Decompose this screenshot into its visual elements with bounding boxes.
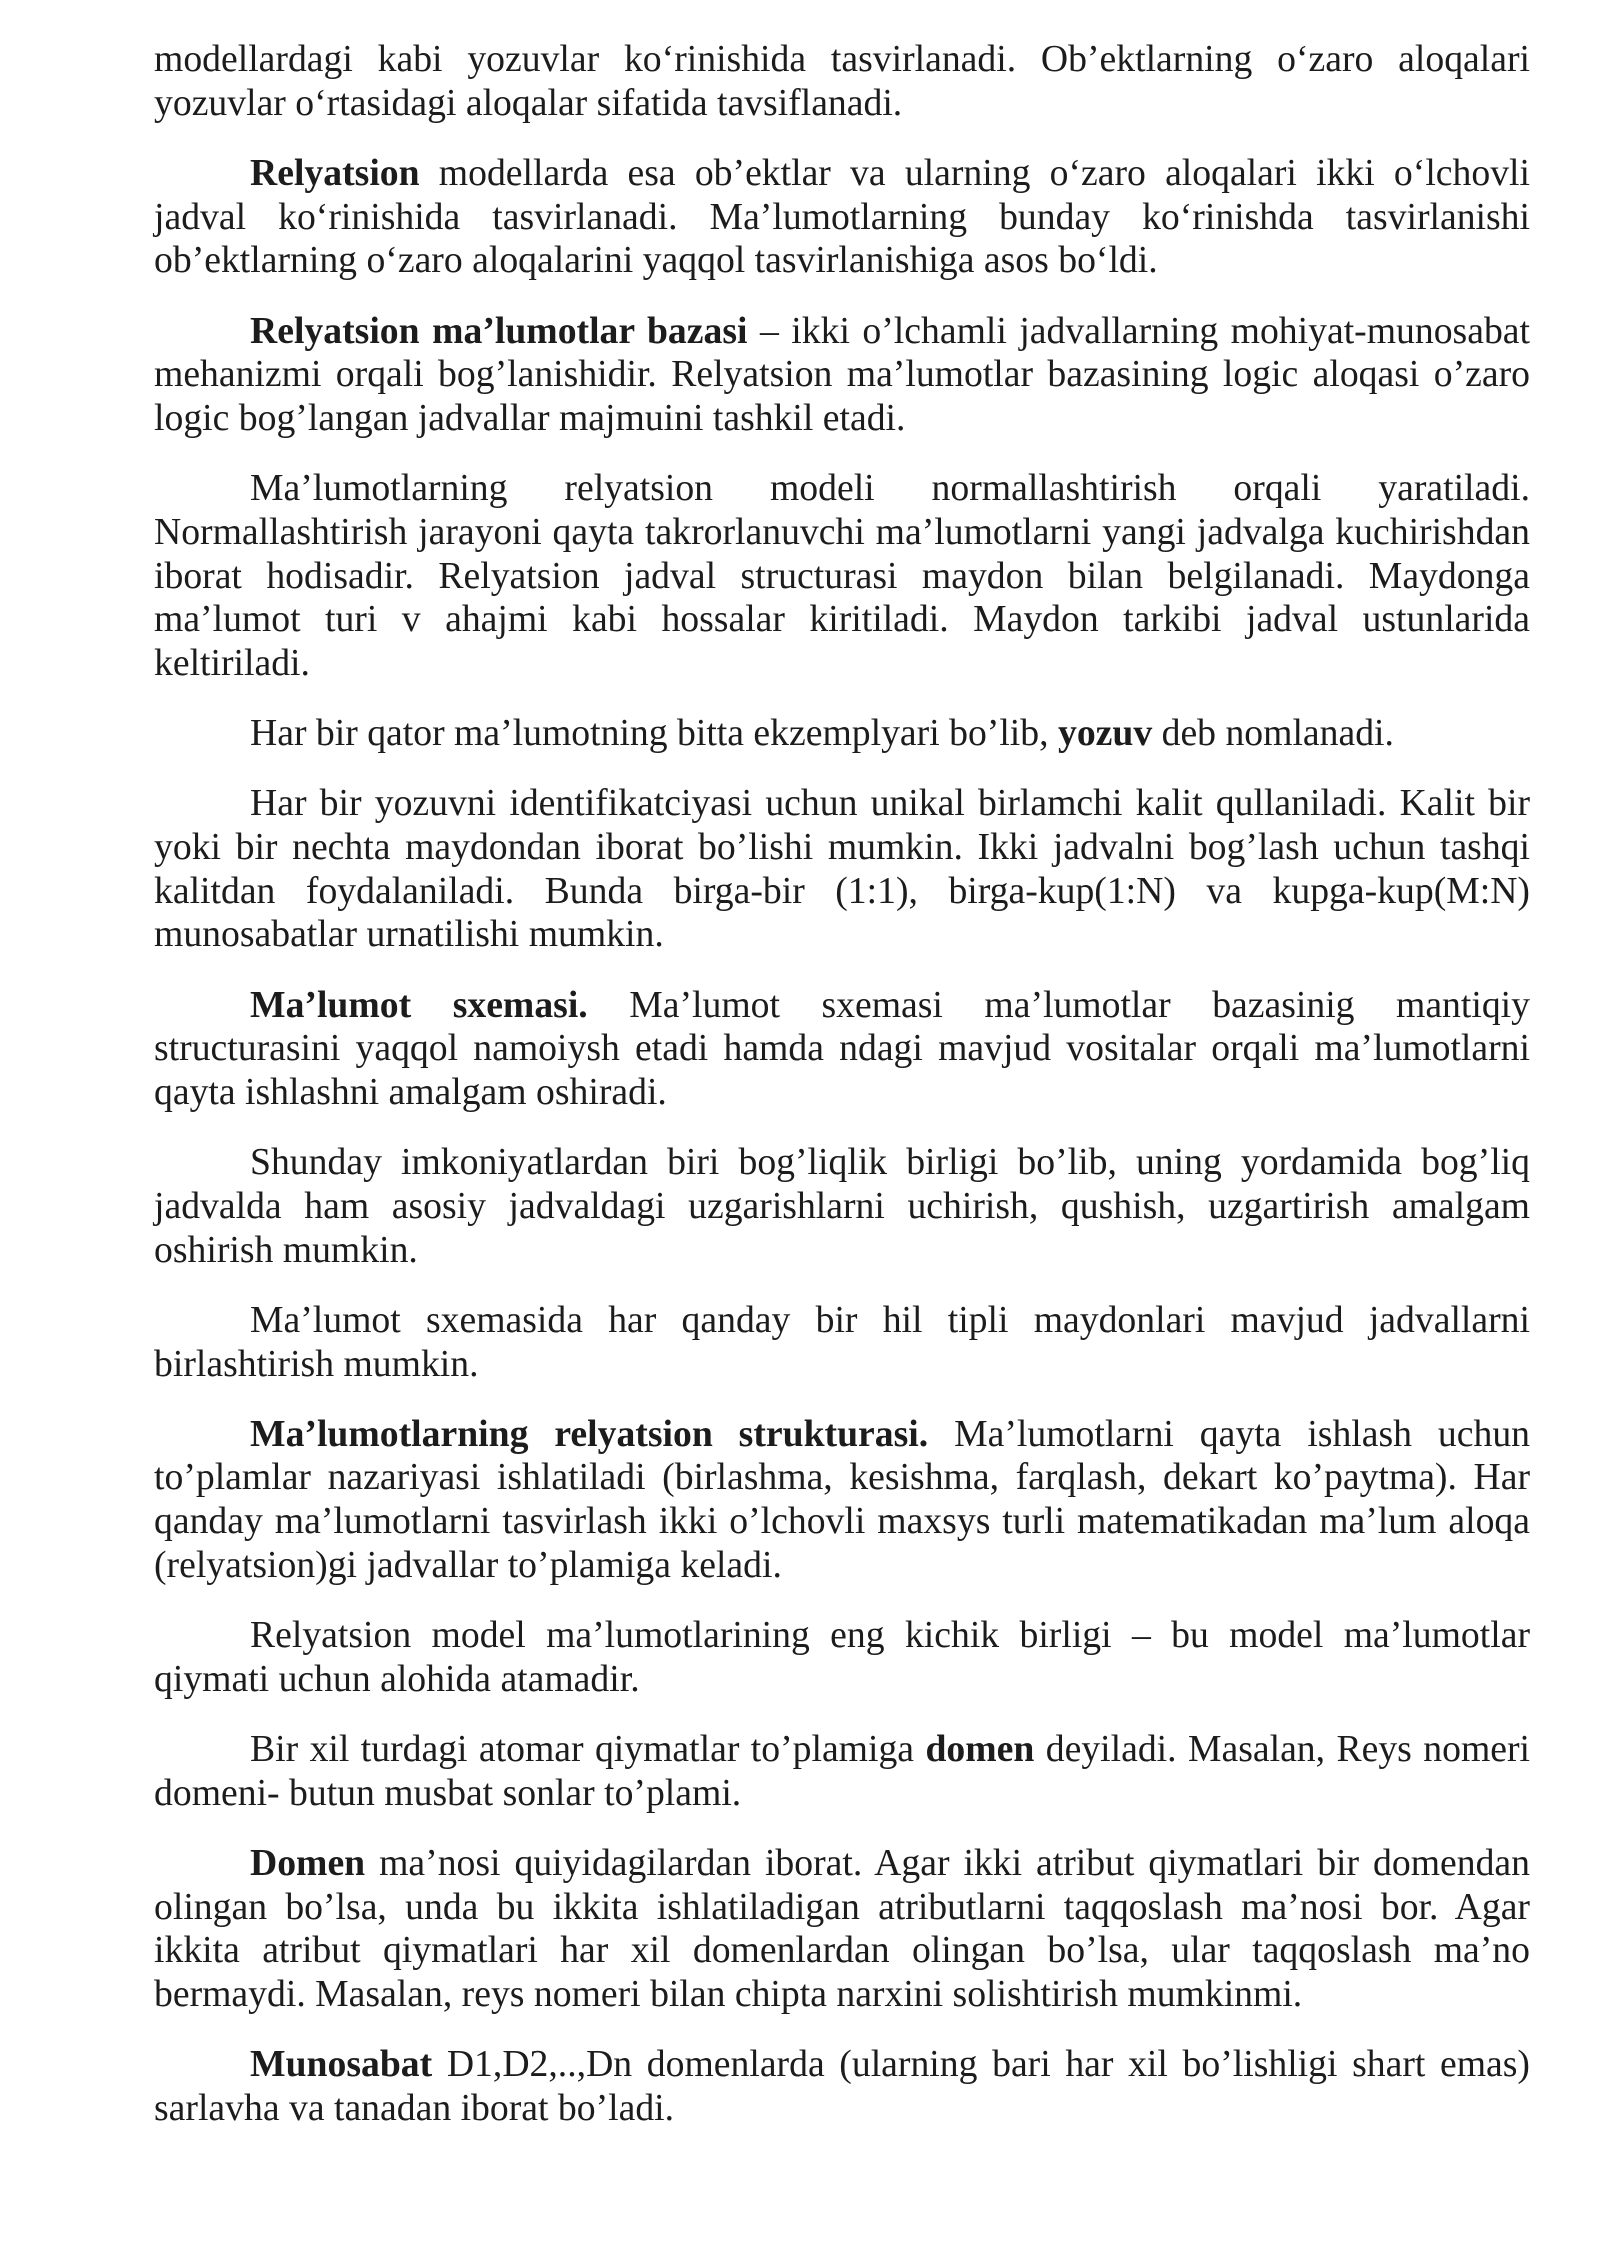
paragraph-text: – ikki o’lchamli jadvallarning mohiyat-munosabat mehanizmi orqali bog’lanishidir. Relyatsion ma’lumotlar bazasining logic aloqasi o’zaro logic bog’langan jadvallar majmuini tashkil etadi.: [154, 309, 1530, 439]
paragraph-text: Relyatsion model ma’lumotlarining eng kichik birligi – bu model ma’lumotlar qiymati uchun alohida atamadir.: [154, 1614, 1530, 1700]
paragraph-text: ma’nosi quiyidagilardan iborat. Agar ikki atribut qiymatlari bir domendan olingan bo’lsa, unda bu ikkita ishlatiladigan atributlarni taqqoslash ma’nosi bor. Agar ikkita atribut qiymatlari har xil domenlardan olingan bo’lsa, ular taqqoslash ma’no bermaydi. Masalan, reys nomeri bilan chipta narxini solishtirish mumkinmi.: [154, 1841, 1530, 2016]
paragraph: [154, 1413, 1530, 1588]
paragraph-text: Har bir yozuvni identifikatciyasi uchun unikal birlamchi kalit qullaniladi. Kalit bir yoki bir nechta maydondan iborat bo’lishi mumkin. Ikki jadvalni bog’lash uchun tashqi kalitdan foydalaniladi. Bunda birga-bir (1:1), birga-kup(1:N) va kupga-kup(M:N) munosabatlar urnatilishi mumkin.: [154, 782, 1530, 956]
bold-term: Relyatsion ma’lumotlar bazasi: [250, 309, 748, 352]
paragraph-text: Ma’lumotlarning relyatsion modeli normallashtirish orqali yaratiladi. Normallashtirish jarayoni qayta takrorlanuvchi ma’lumotlarni yangi jadvalga kuchirishdan iborat hodisadir. Relyatsion jadval structurasi maydon bilan belgilanadi. Maydonga ma’lumot turi v ahajmi kabi hossalar kiritiladi. Maydon tarkibi jadval ustunlarida keltiriladi.: [154, 467, 1530, 684]
paragraph-text: Ma’lumot sxemasida har qanday bir hil tipli maydonlari mavjud jadvallarni birlashtirish mumkin.: [154, 1298, 1530, 1385]
document-page: [154, 38, 1530, 2157]
paragraph-text: Ma’lumotlarni qayta ishlash uchun to’plamlar nazariyasi ishlatiladi (birlashma, kesishma, farqlash, dekart ko’paytma). Har qanday ma’lumotlarni tasvirlash ikki o’lchovli maxsys turli matematikadan ma’lum aloqa (relyatsion)gi jadvallar to’plamiga keladi.: [154, 1412, 1531, 1586]
paragraph: [154, 984, 1530, 1115]
paragraph: [154, 712, 1530, 756]
bold-term: yozuv: [1057, 712, 1153, 755]
paragraph: [154, 310, 1530, 441]
paragraph-text: modellarda esa ob’ektlar va ularning o‘zaro aloqalari ikki o‘lchovli jadval ko‘rinishida tasvirlanadi. Ma’lumotlarning bunday ko‘rinishda tasvirlanishi ob’ektlarning o‘zaro aloqalarini yaqqol tasvirlanishiga asos bo‘ldi.: [154, 151, 1530, 282]
paragraph-text: deyiladi. Masalan, Reys nomeri domeni- butun musbat sonlar to’plami.: [154, 1728, 1531, 1814]
paragraph: [154, 1299, 1530, 1386]
bold-term: domen: [925, 1728, 1035, 1770]
paragraph: [154, 38, 1530, 125]
paragraph: [154, 152, 1530, 283]
bold-term: Ma’lumot sxemasi.: [250, 983, 588, 1026]
paragraph: [154, 782, 1530, 957]
paragraph-text: Bir xil turdagi atomar qiymatlar to’plamiga: [250, 1728, 926, 1770]
paragraph: [154, 467, 1530, 686]
paragraph-text: Har bir qator ma’lumotning bitta ekzemplyari bo’lib,: [250, 712, 1058, 755]
bold-term: Relyatsion: [250, 151, 420, 194]
paragraph: [154, 2043, 1530, 2130]
paragraph: [154, 1141, 1530, 1272]
bold-term: Ma’lumotlarning relyatsion strukturasi.: [250, 1412, 929, 1455]
paragraph-text: modellardagi kabi yozuvlar ko‘rinishida tasvirlanadi. Ob’ektlarning o‘zaro aloqalari yozuvlar o‘rtasidagi aloqalar sifatida tavsiflanadi.: [154, 38, 1530, 124]
paragraph: [154, 1842, 1530, 2017]
paragraph-text: Ma’lumot sxemasi ma’lumotlar bazasinig mantiqiy structurasini yaqqol namoiysh etadi hamda ndagi mavjud vositalar orqali ma’lumotlarni qayta ishlashni amalgam oshiradi.: [154, 983, 1531, 1114]
paragraph-text: deb nomlanadi.: [1152, 712, 1394, 755]
paragraph: [154, 1614, 1530, 1701]
paragraph-text: D1,D2,..,Dn domenlarda (ularning bari har xil bo’lishligi shart emas) sarlavha va tanadan iborat bo’ladi.: [154, 2043, 1530, 2129]
bold-term: Domen: [250, 1841, 366, 1884]
bold-term: Munosabat: [250, 2043, 433, 2086]
paragraph-text: Shunday imkoniyatlardan biri bog’liqlik birligi bo’lib, uning yordamida bog’liq jadvalda ham asosiy jadvaldagi uzgarishlarni uchirish, qushish, uzgartirish amalgam oshirish mumkin.: [154, 1141, 1530, 1271]
paragraph: [154, 1728, 1530, 1815]
